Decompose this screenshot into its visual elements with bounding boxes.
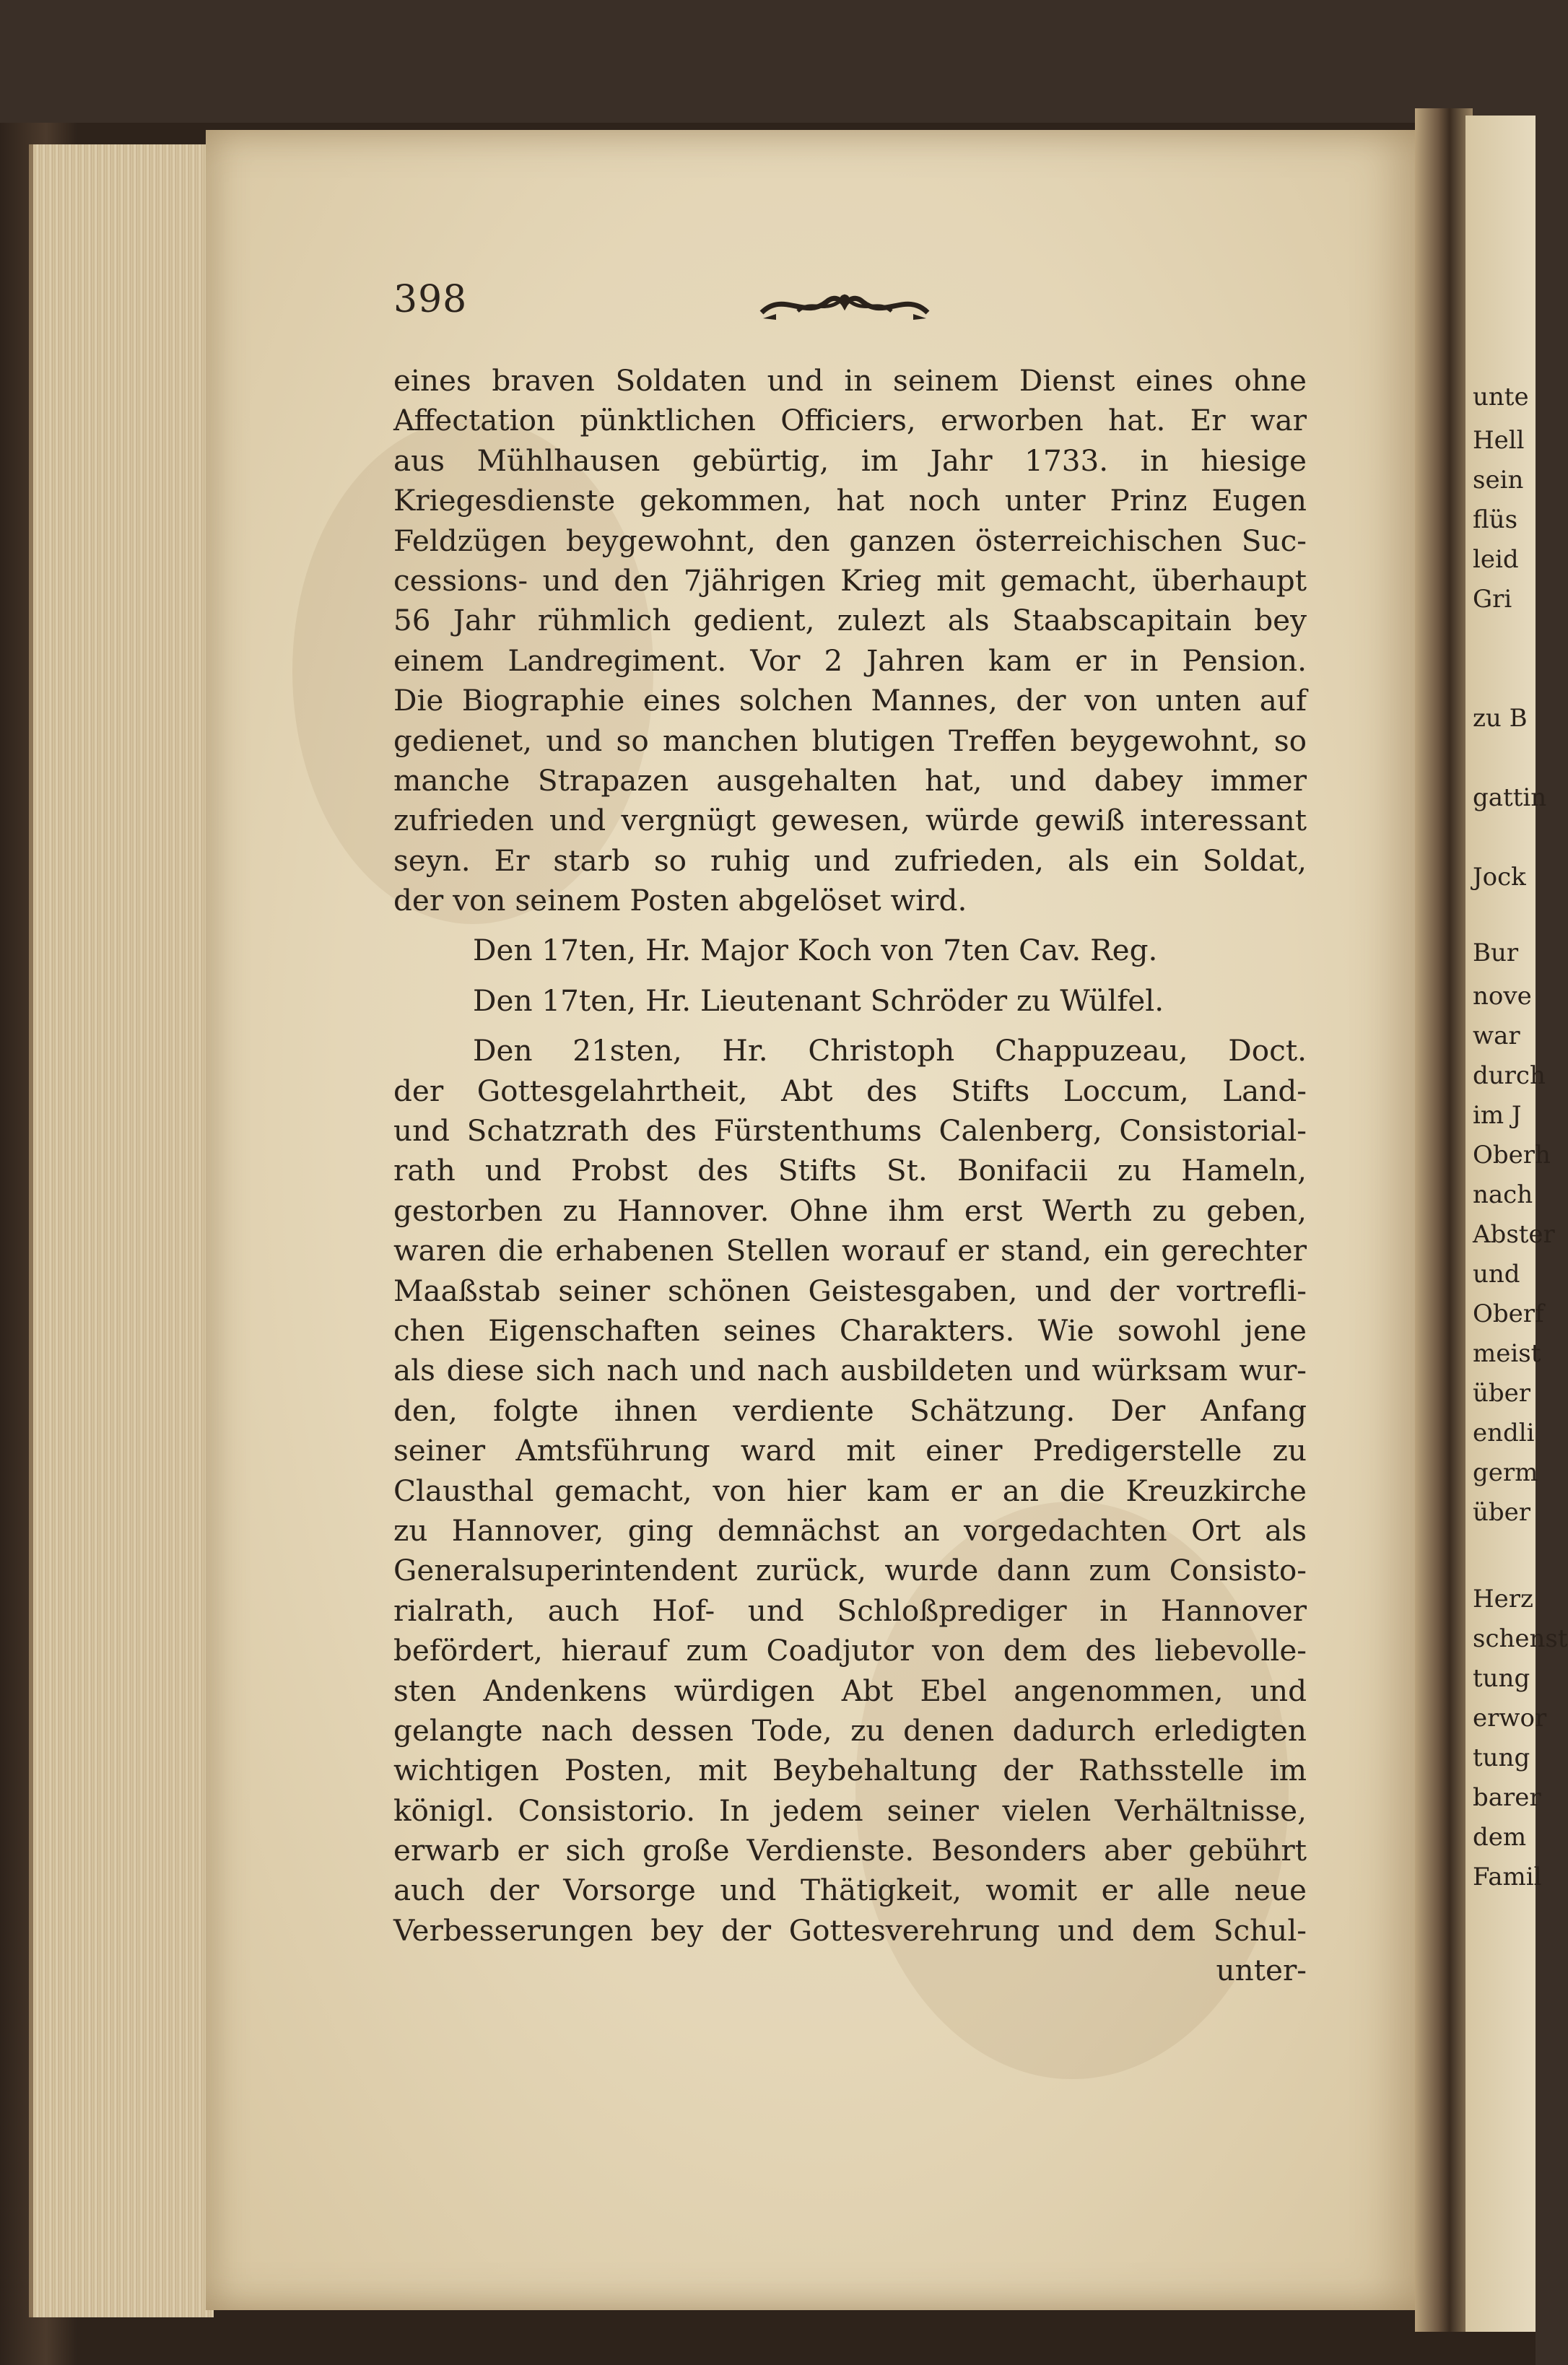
text-line: als diese sich nach und nach ausbildeten und würksam wur-	[393, 1353, 1307, 1388]
next-page-fragment: leid	[1473, 545, 1519, 574]
page-number: 398	[393, 278, 468, 321]
text-line: waren die erhabenen Stellen worauf er stand, ein gerechter	[393, 1233, 1307, 1268]
next-page-fragment: Bur	[1473, 938, 1519, 967]
next-page-fragment: im J	[1473, 1101, 1522, 1130]
next-page-fragment: meist	[1473, 1339, 1541, 1368]
text-line: auch der Vorsorge und Thätigkeit, womit er alle neue	[393, 1873, 1307, 1908]
next-page-fragment: nove	[1473, 982, 1532, 1011]
text-line: rialrath, auch Hof- und Schloßprediger in Hannover	[393, 1593, 1307, 1628]
book-gutter	[1415, 108, 1473, 2332]
next-page-fragment: durch	[1473, 1061, 1546, 1090]
text-line: aus Mühlhausen gebürtig, im Jahr 1733. in hiesige	[393, 443, 1307, 478]
next-page-fragment: tung	[1473, 1664, 1530, 1693]
text-line: erwarb er sich große Verdienste. Besonders aber gebührt	[393, 1833, 1307, 1868]
next-page-fragment: und	[1473, 1260, 1520, 1289]
next-page-fragment: Gri	[1473, 585, 1512, 614]
paragraph-gap	[393, 1021, 1307, 1031]
next-page-fragment: zu B	[1473, 704, 1528, 733]
article-text	[393, 361, 1307, 1991]
text-line: Generalsuperintendent zurück, wurde dann zum Consisto-	[393, 1553, 1307, 1588]
next-page-fragment: endli	[1473, 1419, 1535, 1447]
next-page-fragment: über	[1473, 1498, 1531, 1527]
next-page-fragment: barer	[1473, 1783, 1541, 1812]
text-line: Clausthal gemacht, von hier kam er an die Kreuzkirche	[393, 1473, 1307, 1508]
next-page-fragment: Oberf	[1473, 1299, 1544, 1328]
next-page-fragment: Jock	[1473, 863, 1526, 892]
text-line: sten Andenkens würdigen Abt Ebel angenommen, und	[393, 1673, 1307, 1708]
text-line: gelangte nach dessen Tode, zu denen dadurch erledigten	[393, 1712, 1307, 1748]
text-line: manche Strapazen ausgehalten hat, und dabey immer	[393, 762, 1307, 798]
next-page-fragment: Abster	[1473, 1220, 1555, 1249]
next-page-fragment: Famil	[1473, 1863, 1542, 1891]
paragraph-gap	[393, 971, 1307, 981]
next-page-fragment: sein	[1473, 466, 1524, 495]
text-line: Feldzügen beygewohnt, den ganzen österreichischen Suc-	[393, 523, 1307, 558]
text-line: 56 Jahr rühmlich gedient, zulezt als Staabscapitain bey	[393, 603, 1307, 638]
next-page-fragment: flüs	[1473, 505, 1518, 534]
next-page-fragment: tung	[1473, 1743, 1530, 1772]
text-line: Affectation pünktlichen Officiers, erworben hat. Er war	[393, 403, 1307, 438]
next-page-fragment: gattin	[1473, 783, 1547, 812]
text-line: Den 21sten, Hr. Christoph Chappuzeau, Doct.	[473, 1033, 1307, 1068]
paragraph-gap	[393, 920, 1307, 931]
next-page-fragment: dem	[1473, 1823, 1527, 1852]
floral-ornament-icon	[754, 284, 935, 327]
text-line: Die Biographie eines solchen Mannes, der von unten auf	[393, 683, 1307, 718]
next-page-fragment: war	[1473, 1022, 1520, 1050]
text-line: Verbesserungen bey der Gottesverehrung und dem Schul-	[393, 1912, 1307, 1948]
next-page-fragment: erwor	[1473, 1704, 1547, 1733]
text-line: der Gottesgelahrtheit, Abt des Stifts Loccum, Land-	[393, 1073, 1307, 1108]
text-line: wichtigen Posten, mit Beybehaltung der Rathsstelle im	[393, 1753, 1307, 1788]
text-line: der von seinem Posten abgelöset wird.	[393, 883, 967, 918]
catchword: unter-	[1216, 1953, 1307, 1988]
next-page-fragment: Hell	[1473, 426, 1525, 455]
next-page-fragment: schenst	[1473, 1624, 1568, 1653]
text-line: chen Eigenschaften seines Charakters. Wie sowohl jene	[393, 1312, 1307, 1348]
death-notice: Den 17ten, Hr. Major Koch von 7ten Cav. Reg.	[473, 933, 1158, 968]
text-line: cessions- und den 7jährigen Krieg mit gemacht, überhaupt	[393, 562, 1307, 598]
next-page-fragment: nach	[1473, 1180, 1533, 1209]
next-page-fragment: unte	[1473, 383, 1529, 411]
text-line: befördert, hierauf zum Coadjutor von dem des liebevolle-	[393, 1633, 1307, 1668]
next-page-fragment: Herz	[1473, 1585, 1533, 1613]
text-line: eines braven Soldaten und in seinem Dienst eines ohne	[393, 363, 1307, 398]
death-notice: Den 17ten, Hr. Lieutenant Schröder zu Wülfel.	[473, 983, 1164, 1018]
next-page-fragment: Oberh	[1473, 1141, 1551, 1170]
text-line: gedienet, und so manchen blutigen Treffen beygewohnt, so	[393, 723, 1307, 758]
page-header	[393, 278, 1296, 336]
text-line: gestorben zu Hannover. Ohne ihm erst Werth zu geben,	[393, 1193, 1307, 1228]
text-line: Kriegesdienste gekommen, hat noch unter Prinz Eugen	[393, 483, 1307, 518]
text-line: rath und Probst des Stifts St. Bonifacii zu Hameln,	[393, 1153, 1307, 1188]
text-line: Maaßstab seiner schönen Geistesgaben, und der vortrefli-	[393, 1273, 1307, 1308]
text-line: zufrieden und vergnügt gewesen, würde gewiß interessant	[393, 803, 1307, 838]
text-line: und Schatzrath des Fürstenthums Calenberg, Consistorial-	[393, 1113, 1307, 1149]
text-line: königl. Consistorio. In jedem seiner vielen Verhältnisse,	[393, 1793, 1307, 1828]
next-page-fragment: über	[1473, 1379, 1531, 1408]
text-line: seiner Amtsführung ward mit einer Predigerstelle zu	[393, 1433, 1307, 1468]
next-page-fragment: germ	[1473, 1458, 1538, 1487]
text-line: zu Hannover, ging demnächst an vorgedachten Ort als	[393, 1512, 1307, 1548]
text-line: den, folgte ihnen verdiente Schätzung. Der Anfang	[393, 1393, 1307, 1428]
page-edges	[29, 144, 214, 2317]
next-page-edge	[1465, 116, 1568, 2332]
text-line: seyn. Er starb so ruhig und zufrieden, als ein Soldat,	[393, 842, 1307, 878]
text-line: einem Landregiment. Vor 2 Jahren kam er in Pension.	[393, 643, 1307, 678]
